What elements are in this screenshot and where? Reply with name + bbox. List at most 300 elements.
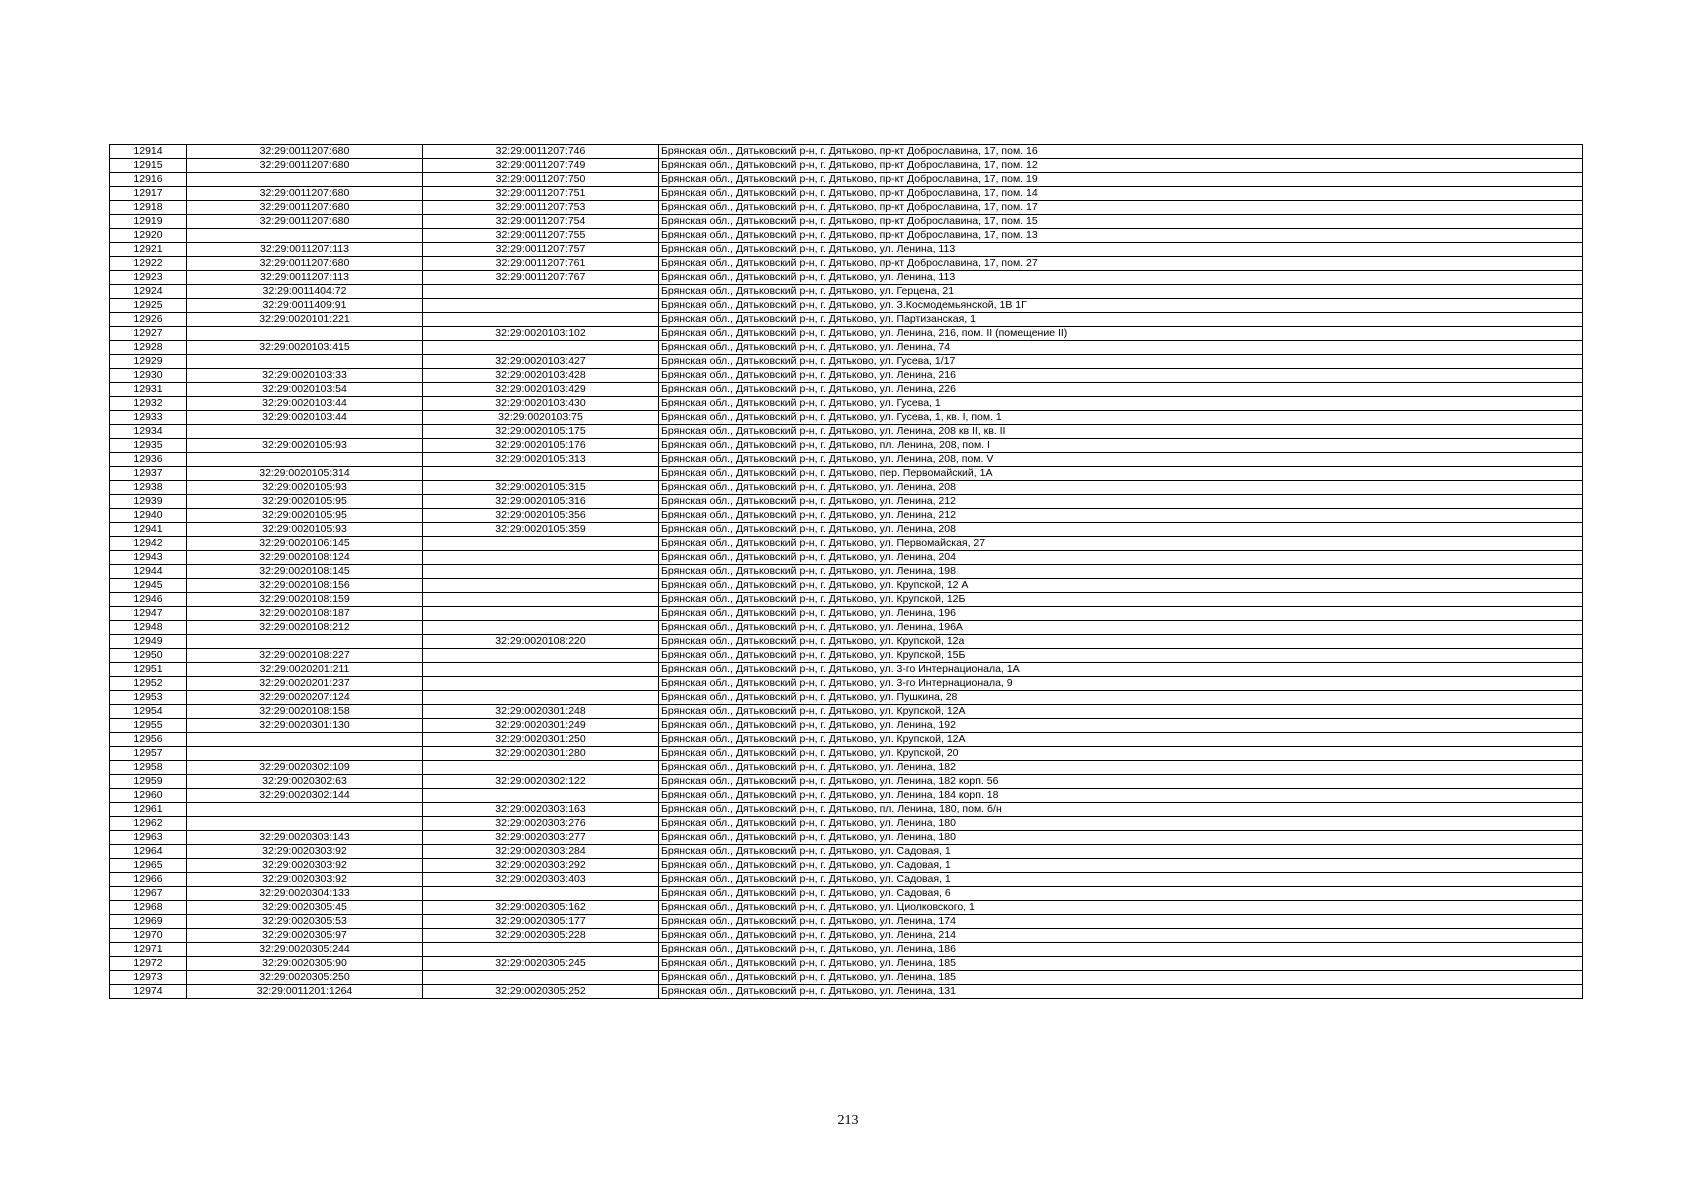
parent-cadastral-number-cell	[187, 453, 423, 467]
row-number-cell: 12974	[110, 985, 187, 999]
address-cell: Брянская обл., Дятьковский р-н, г. Дятьково, ул. Ленина, 174	[659, 915, 1583, 929]
parent-cadastral-number-cell: 32:29:0020106:145	[187, 537, 423, 551]
table-row	[110, 481, 1583, 495]
cadastral-number-cell	[423, 551, 659, 565]
address-cell: Брянская обл., Дятьковский р-н, г. Дятьково, ул. Садовая, 1	[659, 859, 1583, 873]
table-row	[110, 635, 1583, 649]
parent-cadastral-number-cell: 32:29:0020301:130	[187, 719, 423, 733]
address-cell: Брянская обл., Дятьковский р-н, г. Дятьково, ул. Ленина, 196А	[659, 621, 1583, 635]
cadastral-number-cell: 32:29:0020303:276	[423, 817, 659, 831]
row-number-cell: 12934	[110, 425, 187, 439]
cadastral-number-cell	[423, 593, 659, 607]
parent-cadastral-number-cell: 32:29:0020207:124	[187, 691, 423, 705]
parent-cadastral-number-cell: 32:29:0020103:33	[187, 369, 423, 383]
row-number-cell: 12937	[110, 467, 187, 481]
parent-cadastral-number-cell: 32:29:0020105:93	[187, 439, 423, 453]
cadastral-number-cell: 32:29:0011207:751	[423, 187, 659, 201]
address-cell: Брянская обл., Дятьковский р-н, г. Дятьково, ул. Садовая, 6	[659, 887, 1583, 901]
cadastral-number-cell: 32:29:0020103:102	[423, 327, 659, 341]
cadastral-number-cell: 32:29:0011207:755	[423, 229, 659, 243]
row-number-cell: 12952	[110, 677, 187, 691]
parent-cadastral-number-cell: 32:29:0011201:1264	[187, 985, 423, 999]
parent-cadastral-number-cell: 32:29:0020302:109	[187, 761, 423, 775]
cadastral-number-cell: 32:29:0020103:429	[423, 383, 659, 397]
cadastral-number-cell: 32:29:0020305:252	[423, 985, 659, 999]
row-number-cell: 12924	[110, 285, 187, 299]
cadastral-number-cell: 32:29:0011207:753	[423, 201, 659, 215]
address-cell: Брянская обл., Дятьковский р-н, г. Дятьково, ул. Ленина, 208	[659, 523, 1583, 537]
cadastral-number-cell: 32:29:0020105:356	[423, 509, 659, 523]
cadastral-number-cell: 32:29:0020108:220	[423, 635, 659, 649]
table-row	[110, 411, 1583, 425]
cadastral-number-cell	[423, 943, 659, 957]
parent-cadastral-number-cell: 32:29:0020304:133	[187, 887, 423, 901]
cadastral-number-cell	[423, 971, 659, 985]
table-row	[110, 467, 1583, 481]
cadastral-number-cell: 32:29:0020301:280	[423, 747, 659, 761]
table-row	[110, 383, 1583, 397]
cadastral-number-cell	[423, 341, 659, 355]
cadastral-number-cell: 32:29:0020303:403	[423, 873, 659, 887]
row-number-cell: 12923	[110, 271, 187, 285]
row-number-cell: 12956	[110, 733, 187, 747]
parent-cadastral-number-cell: 32:29:0020305:97	[187, 929, 423, 943]
table-row	[110, 621, 1583, 635]
table-row	[110, 691, 1583, 705]
address-cell: Брянская обл., Дятьковский р-н, г. Дятьково, ул. Ленина, 208	[659, 481, 1583, 495]
parent-cadastral-number-cell: 32:29:0011207:680	[187, 159, 423, 173]
address-cell: Брянская обл., Дятьковский р-н, г. Дятьково, ул. Циолковского, 1	[659, 901, 1583, 915]
parent-cadastral-number-cell: 32:29:0020103:44	[187, 411, 423, 425]
row-number-cell: 12941	[110, 523, 187, 537]
address-cell: Брянская обл., Дятьковский р-н, г. Дятьково, ул. Ленина, 131	[659, 985, 1583, 999]
address-cell: Брянская обл., Дятьковский р-н, г. Дятьково, ул. Ленина, 74	[659, 341, 1583, 355]
table-row	[110, 677, 1583, 691]
parent-cadastral-number-cell: 32:29:0011207:680	[187, 145, 423, 159]
table-row	[110, 733, 1583, 747]
table-row	[110, 215, 1583, 229]
table-row	[110, 887, 1583, 901]
row-number-cell: 12963	[110, 831, 187, 845]
parent-cadastral-number-cell: 32:29:0020108:156	[187, 579, 423, 593]
address-cell: Брянская обл., Дятьковский р-н, г. Дятьково, ул. Крупской, 12А	[659, 705, 1583, 719]
address-cell: Брянская обл., Дятьковский р-н, г. Дятьково, пл. Ленина, 208, пом. I	[659, 439, 1583, 453]
cadastral-number-cell	[423, 761, 659, 775]
parent-cadastral-number-cell: 32:29:0020108:227	[187, 649, 423, 663]
cadastral-number-cell: 32:29:0020303:277	[423, 831, 659, 845]
row-number-cell: 12944	[110, 565, 187, 579]
parent-cadastral-number-cell	[187, 327, 423, 341]
address-cell: Брянская обл., Дятьковский р-н, г. Дятьково, пр-кт Доброславина, 17, пом. 14	[659, 187, 1583, 201]
parent-cadastral-number-cell	[187, 355, 423, 369]
table-row	[110, 271, 1583, 285]
table-row	[110, 929, 1583, 943]
row-number-cell: 12955	[110, 719, 187, 733]
address-cell: Брянская обл., Дятьковский р-н, г. Дятьково, пр-кт Доброславина, 17, пом. 12	[659, 159, 1583, 173]
cadastral-number-cell: 32:29:0020305:162	[423, 901, 659, 915]
row-number-cell: 12926	[110, 313, 187, 327]
cadastral-number-cell	[423, 621, 659, 635]
table-row	[110, 705, 1583, 719]
address-cell: Брянская обл., Дятьковский р-н, г. Дятьково, ул. Ленина, 196	[659, 607, 1583, 621]
address-cell: Брянская обл., Дятьковский р-н, г. Дятьково, ул. Крупской, 12 А	[659, 579, 1583, 593]
row-number-cell: 12939	[110, 495, 187, 509]
row-number-cell: 12948	[110, 621, 187, 635]
parent-cadastral-number-cell: 32:29:0020105:95	[187, 509, 423, 523]
table-row	[110, 327, 1583, 341]
address-cell: Брянская обл., Дятьковский р-н, г. Дятьково, ул. Ленина, 184 корп. 18	[659, 789, 1583, 803]
row-number-cell: 12925	[110, 299, 187, 313]
cadastral-number-cell	[423, 299, 659, 313]
cadastral-number-cell: 32:29:0020303:163	[423, 803, 659, 817]
parent-cadastral-number-cell	[187, 817, 423, 831]
row-number-cell: 12927	[110, 327, 187, 341]
address-cell: Брянская обл., Дятьковский р-н, г. Дятьково, ул. Крупской, 12А	[659, 733, 1583, 747]
address-cell: Брянская обл., Дятьковский р-н, г. Дятьково, ул. 3-го Интернационала, 1А	[659, 663, 1583, 677]
parent-cadastral-number-cell: 32:29:0020303:92	[187, 873, 423, 887]
cadastral-number-cell: 32:29:0020302:122	[423, 775, 659, 789]
address-cell: Брянская обл., Дятьковский р-н, г. Дятьково, ул. Садовая, 1	[659, 845, 1583, 859]
table-row	[110, 649, 1583, 663]
table-row	[110, 803, 1583, 817]
table-row	[110, 551, 1583, 565]
parent-cadastral-number-cell: 32:29:0020302:144	[187, 789, 423, 803]
parent-cadastral-number-cell	[187, 803, 423, 817]
table-row	[110, 355, 1583, 369]
row-number-cell: 12950	[110, 649, 187, 663]
cadastral-number-cell: 32:29:0011207:767	[423, 271, 659, 285]
address-cell: Брянская обл., Дятьковский р-н, г. Дятьково, ул. Ленина, 182 корп. 56	[659, 775, 1583, 789]
parent-cadastral-number-cell: 32:29:0020303:92	[187, 845, 423, 859]
address-cell: Брянская обл., Дятьковский р-н, г. Дятьково, пр-кт Доброславина, 17, пом. 27	[659, 257, 1583, 271]
parent-cadastral-number-cell: 32:29:0020105:314	[187, 467, 423, 481]
parent-cadastral-number-cell: 32:29:0020305:244	[187, 943, 423, 957]
row-number-cell: 12946	[110, 593, 187, 607]
table-row	[110, 817, 1583, 831]
row-number-cell: 12929	[110, 355, 187, 369]
registry-table-container	[109, 144, 1582, 999]
table-row	[110, 775, 1583, 789]
table-row	[110, 607, 1583, 621]
row-number-cell: 12915	[110, 159, 187, 173]
row-number-cell: 12916	[110, 173, 187, 187]
parent-cadastral-number-cell: 32:29:0020103:44	[187, 397, 423, 411]
parent-cadastral-number-cell	[187, 173, 423, 187]
cadastral-number-cell	[423, 789, 659, 803]
cadastral-number-cell: 32:29:0011207:757	[423, 243, 659, 257]
address-cell: Брянская обл., Дятьковский р-н, г. Дятьково, ул. Ленина, 212	[659, 509, 1583, 523]
cadastral-number-cell: 32:29:0020301:249	[423, 719, 659, 733]
address-cell: Брянская обл., Дятьковский р-н, г. Дятьково, ул. Первомайская, 27	[659, 537, 1583, 551]
row-number-cell: 12931	[110, 383, 187, 397]
parent-cadastral-number-cell: 32:29:0020101:221	[187, 313, 423, 327]
address-cell: Брянская обл., Дятьковский р-н, г. Дятьково, ул. Ленина, 113	[659, 243, 1583, 257]
table-row	[110, 845, 1583, 859]
table-row	[110, 789, 1583, 803]
table-row	[110, 565, 1583, 579]
cadastral-number-cell	[423, 467, 659, 481]
parent-cadastral-number-cell: 32:29:0020305:90	[187, 957, 423, 971]
row-number-cell: 12959	[110, 775, 187, 789]
cadastral-number-cell: 32:29:0020103:428	[423, 369, 659, 383]
table-row	[110, 201, 1583, 215]
row-number-cell: 12965	[110, 859, 187, 873]
row-number-cell: 12967	[110, 887, 187, 901]
address-cell: Брянская обл., Дятьковский р-н, г. Дятьково, пр-кт Доброславина, 17, пом. 13	[659, 229, 1583, 243]
address-cell: Брянская обл., Дятьковский р-н, г. Дятьково, ул. Ленина, 216, пом. II (помещение II)	[659, 327, 1583, 341]
row-number-cell: 12969	[110, 915, 187, 929]
address-cell: Брянская обл., Дятьковский р-н, г. Дятьково, ул. Пушкина, 28	[659, 691, 1583, 705]
cadastral-number-cell: 32:29:0020105:315	[423, 481, 659, 495]
cadastral-number-cell: 32:29:0020105:359	[423, 523, 659, 537]
row-number-cell: 12932	[110, 397, 187, 411]
address-cell: Брянская обл., Дятьковский р-н, г. Дятьково, ул. Ленина, 208 кв II, кв. II	[659, 425, 1583, 439]
table-row	[110, 915, 1583, 929]
cadastral-number-cell: 32:29:0011207:746	[423, 145, 659, 159]
table-row	[110, 159, 1583, 173]
address-cell: Брянская обл., Дятьковский р-н, г. Дятьково, ул. 3-го Интернационала, 9	[659, 677, 1583, 691]
cadastral-number-cell	[423, 537, 659, 551]
address-cell: Брянская обл., Дятьковский р-н, г. Дятьково, ул. Ленина, 214	[659, 929, 1583, 943]
parent-cadastral-number-cell: 32:29:0020303:143	[187, 831, 423, 845]
row-number-cell: 12936	[110, 453, 187, 467]
cadastral-number-cell: 32:29:0020305:228	[423, 929, 659, 943]
address-cell: Брянская обл., Дятьковский р-н, г. Дятьково, пр-кт Доброславина, 17, пом. 15	[659, 215, 1583, 229]
parent-cadastral-number-cell: 32:29:0020103:415	[187, 341, 423, 355]
address-cell: Брянская обл., Дятьковский р-н, г. Дятьково, ул. Садовая, 1	[659, 873, 1583, 887]
parent-cadastral-number-cell: 32:29:0011207:113	[187, 271, 423, 285]
address-cell: Брянская обл., Дятьковский р-н, г. Дятьково, ул. Ленина, 208, пом. V	[659, 453, 1583, 467]
table-row	[110, 985, 1583, 999]
row-number-cell: 12971	[110, 943, 187, 957]
cadastral-number-cell: 32:29:0011207:754	[423, 215, 659, 229]
address-cell: Брянская обл., Дятьковский р-н, г. Дятьково, ул. З.Космодемьянской, 1В 1Г	[659, 299, 1583, 313]
cadastral-number-cell: 32:29:0020105:175	[423, 425, 659, 439]
address-cell: Брянская обл., Дятьковский р-н, г. Дятьково, ул. Ленина, 216	[659, 369, 1583, 383]
table-row	[110, 425, 1583, 439]
cadastral-number-cell: 32:29:0020105:313	[423, 453, 659, 467]
cadastral-number-cell: 32:29:0011207:750	[423, 173, 659, 187]
table-row	[110, 257, 1583, 271]
page-number: 213	[837, 1113, 859, 1128]
parent-cadastral-number-cell: 32:29:0020201:237	[187, 677, 423, 691]
parent-cadastral-number-cell: 32:29:0020108:124	[187, 551, 423, 565]
parent-cadastral-number-cell: 32:29:0020201:211	[187, 663, 423, 677]
address-cell: Брянская обл., Дятьковский р-н, г. Дятьково, ул. Ленина, 204	[659, 551, 1583, 565]
cadastral-number-cell: 32:29:0020303:292	[423, 859, 659, 873]
row-number-cell: 12973	[110, 971, 187, 985]
row-number-cell: 12960	[110, 789, 187, 803]
table-row	[110, 229, 1583, 243]
address-cell: Брянская обл., Дятьковский р-н, г. Дятьково, ул. Ленина, 182	[659, 761, 1583, 775]
row-number-cell: 12918	[110, 201, 187, 215]
cadastral-number-cell: 32:29:0020103:75	[423, 411, 659, 425]
parent-cadastral-number-cell	[187, 733, 423, 747]
address-cell: Брянская обл., Дятьковский р-н, г. Дятьково, ул. Ленина, 226	[659, 383, 1583, 397]
row-number-cell: 12964	[110, 845, 187, 859]
row-number-cell: 12953	[110, 691, 187, 705]
address-cell: Брянская обл., Дятьковский р-н, г. Дятьково, пр-кт Доброславина, 17, пом. 17	[659, 201, 1583, 215]
table-row	[110, 957, 1583, 971]
parent-cadastral-number-cell: 32:29:0011404:72	[187, 285, 423, 299]
table-row	[110, 523, 1583, 537]
row-number-cell: 12943	[110, 551, 187, 565]
table-row	[110, 313, 1583, 327]
row-number-cell: 12949	[110, 635, 187, 649]
cadastral-number-cell: 32:29:0011207:749	[423, 159, 659, 173]
row-number-cell: 12935	[110, 439, 187, 453]
table-row	[110, 663, 1583, 677]
address-cell: Брянская обл., Дятьковский р-н, г. Дятьково, ул. Герцена, 21	[659, 285, 1583, 299]
table-row	[110, 747, 1583, 761]
address-cell: Брянская обл., Дятьковский р-н, г. Дятьково, ул. Гусева, 1, кв. I, пом. 1	[659, 411, 1583, 425]
parent-cadastral-number-cell: 32:29:0011207:680	[187, 257, 423, 271]
parent-cadastral-number-cell: 32:29:0020305:45	[187, 901, 423, 915]
address-cell: Брянская обл., Дятьковский р-н, г. Дятьково, пр-кт Доброславина, 17, пом. 16	[659, 145, 1583, 159]
cadastral-number-cell: 32:29:0020305:177	[423, 915, 659, 929]
table-row	[110, 145, 1583, 159]
row-number-cell: 12938	[110, 481, 187, 495]
cadastral-number-cell	[423, 313, 659, 327]
cadastral-number-cell: 32:29:0020301:250	[423, 733, 659, 747]
table-row	[110, 537, 1583, 551]
table-row	[110, 509, 1583, 523]
table-row	[110, 901, 1583, 915]
parent-cadastral-number-cell: 32:29:0020105:93	[187, 523, 423, 537]
cadastral-number-cell	[423, 677, 659, 691]
cadastral-number-cell	[423, 285, 659, 299]
parent-cadastral-number-cell: 32:29:0020305:53	[187, 915, 423, 929]
table-row	[110, 859, 1583, 873]
table-row	[110, 369, 1583, 383]
cadastral-number-cell	[423, 649, 659, 663]
row-number-cell: 12917	[110, 187, 187, 201]
parent-cadastral-number-cell	[187, 747, 423, 761]
parent-cadastral-number-cell: 32:29:0020108:159	[187, 593, 423, 607]
row-number-cell: 12919	[110, 215, 187, 229]
address-cell: Брянская обл., Дятьковский р-н, г. Дятьково, ул. Крупской, 12а	[659, 635, 1583, 649]
row-number-cell: 12920	[110, 229, 187, 243]
parent-cadastral-number-cell	[187, 229, 423, 243]
row-number-cell: 12930	[110, 369, 187, 383]
row-number-cell: 12945	[110, 579, 187, 593]
parent-cadastral-number-cell: 32:29:0020103:54	[187, 383, 423, 397]
row-number-cell: 12933	[110, 411, 187, 425]
table-row	[110, 943, 1583, 957]
address-cell: Брянская обл., Дятьковский р-н, г. Дятьково, ул. Ленина, 185	[659, 971, 1583, 985]
row-number-cell: 12966	[110, 873, 187, 887]
parent-cadastral-number-cell: 32:29:0020105:93	[187, 481, 423, 495]
row-number-cell: 12972	[110, 957, 187, 971]
address-cell: Брянская обл., Дятьковский р-н, г. Дятьково, ул. Крупской, 12Б	[659, 593, 1583, 607]
row-number-cell: 12968	[110, 901, 187, 915]
address-cell: Брянская обл., Дятьковский р-н, г. Дятьково, ул. Ленина, 113	[659, 271, 1583, 285]
row-number-cell: 12942	[110, 537, 187, 551]
cadastral-number-cell: 32:29:0011207:761	[423, 257, 659, 271]
cadastral-number-cell: 32:29:0020305:245	[423, 957, 659, 971]
table-row	[110, 285, 1583, 299]
parent-cadastral-number-cell: 32:29:0011207:680	[187, 201, 423, 215]
address-cell: Брянская обл., Дятьковский р-н, г. Дятьково, ул. Ленина, 198	[659, 565, 1583, 579]
cadastral-number-cell	[423, 663, 659, 677]
row-number-cell: 12914	[110, 145, 187, 159]
parent-cadastral-number-cell: 32:29:0020305:250	[187, 971, 423, 985]
row-number-cell: 12921	[110, 243, 187, 257]
address-cell: Брянская обл., Дятьковский р-н, г. Дятьково, пер. Первомайский, 1А	[659, 467, 1583, 481]
cadastral-number-cell	[423, 887, 659, 901]
cadastral-number-cell: 32:29:0020103:427	[423, 355, 659, 369]
table-row	[110, 495, 1583, 509]
row-number-cell: 12940	[110, 509, 187, 523]
table-row	[110, 579, 1583, 593]
cadastral-number-cell	[423, 579, 659, 593]
address-cell: Брянская обл., Дятьковский р-н, г. Дятьково, ул. Партизанская, 1	[659, 313, 1583, 327]
parent-cadastral-number-cell: 32:29:0011207:113	[187, 243, 423, 257]
table-row	[110, 831, 1583, 845]
row-number-cell: 12958	[110, 761, 187, 775]
table-row	[110, 187, 1583, 201]
registry-table	[109, 144, 1583, 999]
row-number-cell: 12962	[110, 817, 187, 831]
address-cell: Брянская обл., Дятьковский р-н, г. Дятьково, ул. Ленина, 186	[659, 943, 1583, 957]
row-number-cell: 12951	[110, 663, 187, 677]
table-row	[110, 761, 1583, 775]
row-number-cell: 12954	[110, 705, 187, 719]
cadastral-number-cell: 32:29:0020303:284	[423, 845, 659, 859]
table-row	[110, 719, 1583, 733]
address-cell: Брянская обл., Дятьковский р-н, г. Дятьково, пл. Ленина, 180, пом. б/н	[659, 803, 1583, 817]
parent-cadastral-number-cell: 32:29:0011207:680	[187, 187, 423, 201]
table-row	[110, 299, 1583, 313]
row-number-cell: 12928	[110, 341, 187, 355]
address-cell: Брянская обл., Дятьковский р-н, г. Дятьково, ул. Крупской, 20	[659, 747, 1583, 761]
address-cell: Брянская обл., Дятьковский р-н, г. Дятьково, пр-кт Доброславина, 17, пом. 19	[659, 173, 1583, 187]
table-row	[110, 341, 1583, 355]
row-number-cell: 12957	[110, 747, 187, 761]
table-row	[110, 397, 1583, 411]
address-cell: Брянская обл., Дятьковский р-н, г. Дятьково, ул. Крупской, 15Б	[659, 649, 1583, 663]
parent-cadastral-number-cell	[187, 635, 423, 649]
table-row	[110, 971, 1583, 985]
cadastral-number-cell: 32:29:0020105:316	[423, 495, 659, 509]
address-cell: Брянская обл., Дятьковский р-н, г. Дятьково, ул. Гусева, 1	[659, 397, 1583, 411]
parent-cadastral-number-cell	[187, 425, 423, 439]
parent-cadastral-number-cell: 32:29:0020302:63	[187, 775, 423, 789]
registry-table-body	[110, 145, 1583, 999]
table-row	[110, 593, 1583, 607]
address-cell: Брянская обл., Дятьковский р-н, г. Дятьково, ул. Ленина, 192	[659, 719, 1583, 733]
parent-cadastral-number-cell: 32:29:0020108:158	[187, 705, 423, 719]
row-number-cell: 12922	[110, 257, 187, 271]
parent-cadastral-number-cell: 32:29:0020108:145	[187, 565, 423, 579]
row-number-cell: 12961	[110, 803, 187, 817]
cadastral-number-cell	[423, 691, 659, 705]
parent-cadastral-number-cell: 32:29:0020108:187	[187, 607, 423, 621]
parent-cadastral-number-cell: 32:29:0020303:92	[187, 859, 423, 873]
address-cell: Брянская обл., Дятьковский р-н, г. Дятьково, ул. Ленина, 180	[659, 817, 1583, 831]
parent-cadastral-number-cell: 32:29:0020105:95	[187, 495, 423, 509]
address-cell: Брянская обл., Дятьковский р-н, г. Дятьково, ул. Ленина, 180	[659, 831, 1583, 845]
address-cell: Брянская обл., Дятьковский р-н, г. Дятьково, ул. Ленина, 185	[659, 957, 1583, 971]
address-cell: Брянская обл., Дятьковский р-н, г. Дятьково, ул. Гусева, 1/17	[659, 355, 1583, 369]
table-row	[110, 873, 1583, 887]
row-number-cell: 12970	[110, 929, 187, 943]
parent-cadastral-number-cell: 32:29:0020108:212	[187, 621, 423, 635]
table-row	[110, 173, 1583, 187]
parent-cadastral-number-cell: 32:29:0011409:91	[187, 299, 423, 313]
address-cell: Брянская обл., Дятьковский р-н, г. Дятьково, ул. Ленина, 212	[659, 495, 1583, 509]
cadastral-number-cell	[423, 565, 659, 579]
